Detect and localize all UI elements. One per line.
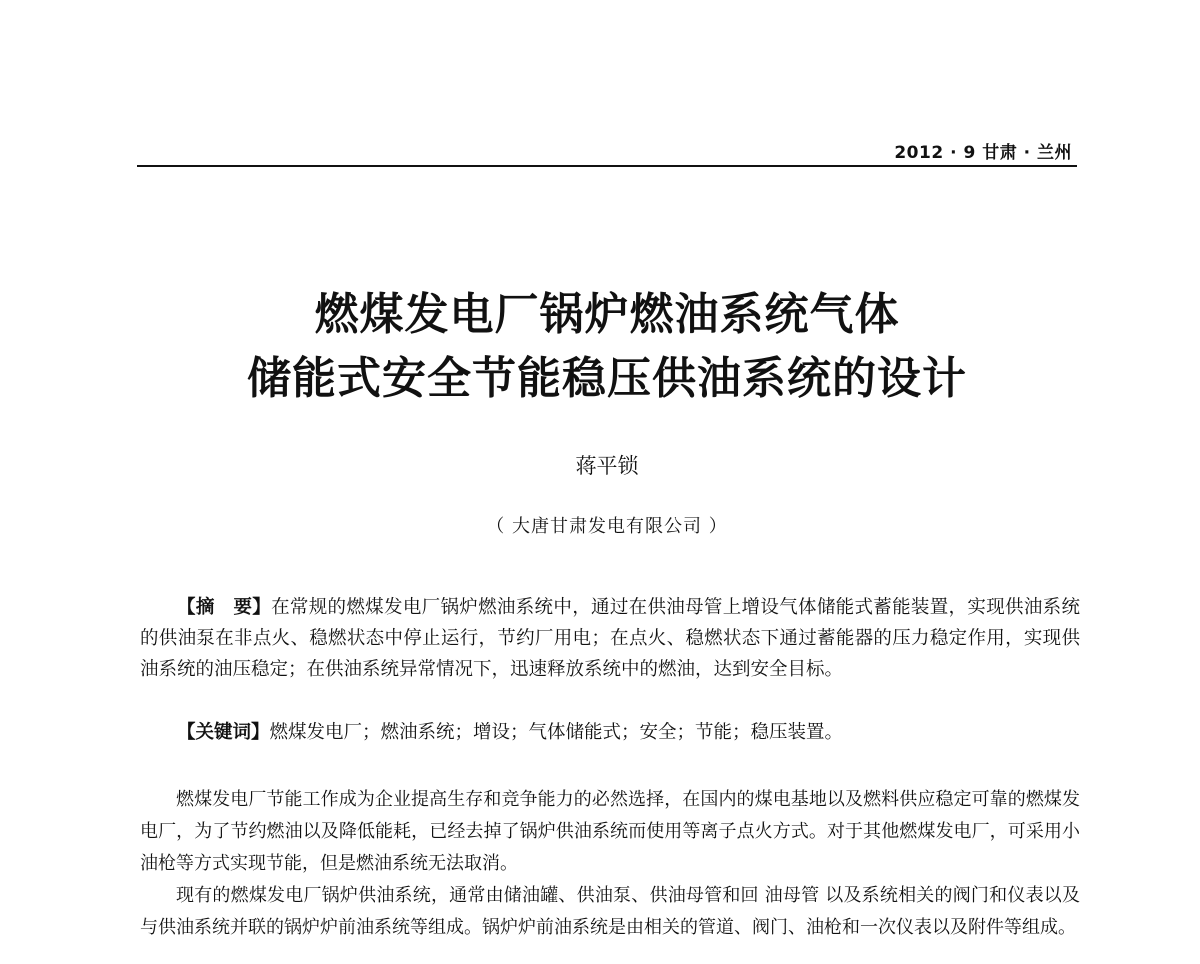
body-paragraph-2: 现有的燃煤发电厂锅炉供油系统，通常由储油罐、供油泵、供油母管和回 油母管 以及系统相关的阀门和仪表以及与供油系统并联的锅炉炉前油系统等组成。锅炉炉前油系统是由相关的管道、阀门、油枪和一次仪表以及附件等组成。	[140, 885, 1080, 938]
title-line-1: 燃煤发电厂锅炉燃油系统气体	[314, 289, 900, 340]
issue-date-location: 2012 · 9 甘肃 · 兰州	[894, 143, 1072, 163]
abstract-label: 【摘 要】	[177, 597, 272, 618]
header-divider	[137, 165, 1077, 167]
abstract-text: 在常规的燃煤发电厂锅炉燃油系统中，通过在供油母管上增设气体储能式蓄能装置，实现供油系统的供油泵在非点火、稳燃状态中停止运行，节约厂用电；在点火、稳燃状态下通过蓄能器的压力稳定作用，实现供油系统的油压稳定；在供油系统异常情况下，迅速释放系统中的燃油，达到安全目标。	[140, 597, 1080, 680]
abstract	[140, 592, 1080, 685]
body-text	[140, 784, 1080, 944]
paper-title	[137, 283, 1077, 411]
author-affiliation: （ 大唐甘肃发电有限公司 ）	[486, 516, 728, 537]
title-line-2: 储能式安全节能稳压供油系统的设计	[247, 353, 967, 404]
keywords-label: 【关键词】	[177, 722, 270, 743]
keywords	[140, 717, 1080, 748]
keywords-text: 燃煤发电厂；燃油系统；增设；气体储能式；安全；节能；稳压装置。	[269, 722, 844, 743]
author-name: 蒋平锁	[575, 454, 639, 478]
body-paragraph-1: 燃煤发电厂节能工作成为企业提高生存和竞争能力的必然选择，在国内的煤电基地以及燃料供应稳定可靠的燃煤发电厂，为了节约燃油以及降低能耗，已经去掉了锅炉供油系统而使用等离子点火方式。对于其他燃煤发电厂，可采用小油枪等方式实现节能，但是燃油系统无法取消。	[140, 789, 1080, 874]
